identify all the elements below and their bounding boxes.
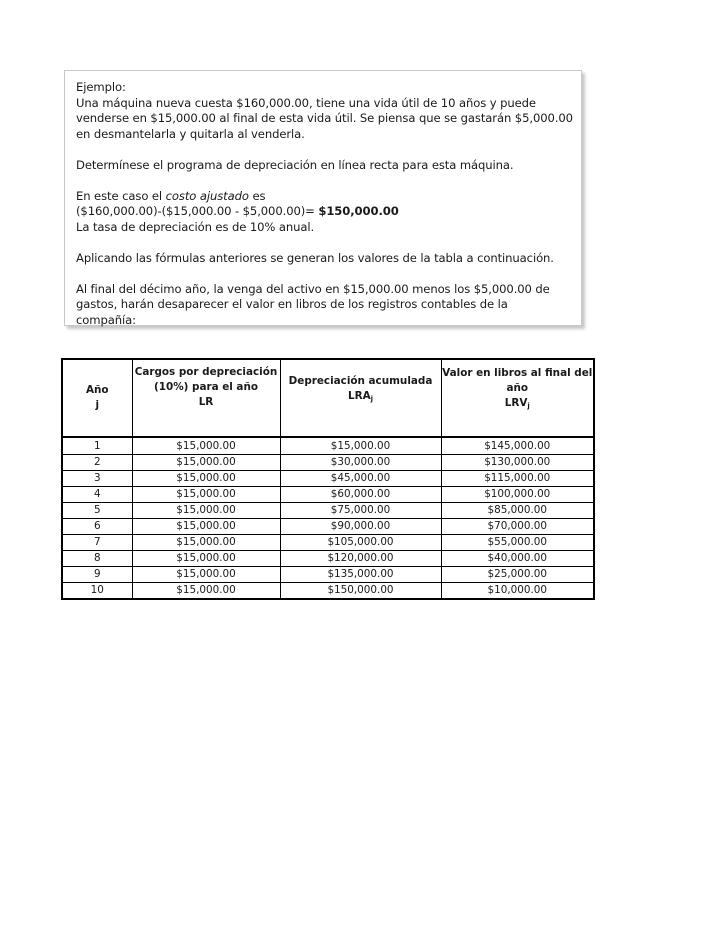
cell-accumulated: $120,000.00	[280, 551, 441, 567]
header-book-subscript: j	[527, 402, 530, 410]
conclusion-line-1: Al final del décimo año, la venga del activo en $15,000.00 menos los $5,000.00 de	[76, 281, 550, 296]
table-row	[62, 535, 594, 551]
cell-charge: $15,000.00	[132, 471, 280, 487]
cell-charge: $15,000.00	[132, 583, 280, 600]
table-row	[62, 551, 594, 567]
example-label: Ejemplo:	[76, 80, 126, 94]
cell-year: 4	[62, 487, 132, 503]
cell-book-value: $130,000.00	[441, 455, 594, 471]
cell-year: 1	[62, 437, 132, 455]
header-book-symbol: LRV	[504, 397, 528, 409]
intro-paragraph-2	[76, 158, 581, 174]
cell-year: 5	[62, 503, 132, 519]
cell-charge: $15,000.00	[132, 567, 280, 583]
header-charge-symbol: LR	[198, 396, 214, 408]
task-statement: Determínese el programa de depreciación en línea recta para esta máquina.	[76, 157, 514, 172]
cell-accumulated: $60,000.00	[280, 487, 441, 503]
conclusion-line-3: compañía:	[76, 312, 136, 327]
cell-charge: $15,000.00	[132, 455, 280, 471]
cell-charge: $15,000.00	[132, 503, 280, 519]
adjusted-cost-term: costo ajustado	[165, 188, 249, 203]
table-row	[62, 503, 594, 519]
cell-charge: $15,000.00	[132, 551, 280, 567]
cell-accumulated: $75,000.00	[280, 503, 441, 519]
table-row	[62, 583, 594, 600]
cell-book-value: $115,000.00	[441, 471, 594, 487]
depreciation-table	[61, 358, 595, 600]
intro-paragraph-5	[76, 282, 581, 329]
table-row	[62, 455, 594, 471]
intro-paragraph-4	[76, 251, 581, 267]
header-accum-label: Depreciación acumulada	[288, 375, 433, 387]
header-charge-line-1: Cargos por depreciación	[134, 366, 278, 378]
formula-text: ($160,000.00)-($15,000.00 - $5,000.00)=	[76, 204, 319, 218]
cell-charge: $15,000.00	[132, 437, 280, 455]
adjusted-cost-line	[76, 189, 581, 205]
cell-year: 10	[62, 583, 132, 600]
cell-book-value: $40,000.00	[441, 551, 594, 567]
intro-paragraph-1	[76, 80, 581, 142]
cell-year: 7	[62, 535, 132, 551]
header-depreciation-charge	[132, 359, 280, 437]
header-book-line-1: Valor en libros al final del	[442, 367, 593, 379]
cell-year: 2	[62, 455, 132, 471]
table-row	[62, 471, 594, 487]
cell-book-value: $100,000.00	[441, 487, 594, 503]
table-row	[62, 567, 594, 583]
problem-line-2: venderse en $15,000.00 al final de esta vida útil. Se piensa que se gastarán $5,000.00	[76, 111, 573, 125]
header-accum-subscript: j	[370, 395, 374, 403]
example-text-box	[64, 70, 582, 326]
cell-charge: $15,000.00	[132, 535, 280, 551]
adjusted-cost-prefix: En este caso el	[76, 188, 166, 203]
cell-accumulated: $30,000.00	[280, 455, 441, 471]
header-book-value	[441, 359, 594, 437]
header-book-line-2: año	[506, 382, 529, 394]
cell-year: 9	[62, 567, 132, 583]
cell-book-value: $85,000.00	[441, 503, 594, 519]
table-body	[62, 437, 594, 599]
table-row	[62, 487, 594, 503]
cell-book-value: $55,000.00	[441, 535, 594, 551]
formulas-note: Aplicando las fórmulas anteriores se generan los valores de la tabla a continuación.	[76, 250, 554, 265]
cell-accumulated: $135,000.00	[280, 567, 441, 583]
cell-year: 3	[62, 471, 132, 487]
header-accumulated-depreciation	[280, 359, 441, 437]
problem-line-3: en desmantelarla y quitarla al venderla.	[76, 126, 305, 141]
adjusted-cost-suffix: es	[248, 188, 266, 203]
table-row	[62, 437, 594, 455]
cell-book-value: $25,000.00	[441, 567, 594, 583]
cell-book-value: $70,000.00	[441, 519, 594, 535]
intro-paragraph-3	[76, 189, 581, 236]
table-row	[62, 519, 594, 535]
cell-book-value: $10,000.00	[441, 583, 594, 600]
adjusted-cost-formula	[76, 204, 581, 220]
table-header-row	[62, 359, 594, 437]
cell-charge: $15,000.00	[132, 487, 280, 503]
problem-line-1: Una máquina nueva cuesta $160,000.00, tiene una vida útil de 10 años y puede	[76, 95, 536, 110]
cell-accumulated: $150,000.00	[280, 583, 441, 600]
header-year	[62, 359, 132, 437]
cell-accumulated: $90,000.00	[280, 519, 441, 535]
cell-accumulated: $105,000.00	[280, 535, 441, 551]
header-year-label: Año	[85, 384, 109, 396]
header-accum-symbol: LRA	[347, 390, 371, 402]
cell-charge: $15,000.00	[132, 519, 280, 535]
cell-book-value: $145,000.00	[441, 437, 594, 455]
cell-accumulated: $15,000.00	[280, 437, 441, 455]
header-year-symbol: j	[95, 399, 100, 411]
header-charge-line-2: (10%) para el año	[154, 381, 258, 393]
formula-result: $150,000.00	[318, 204, 399, 218]
cell-year: 8	[62, 551, 132, 567]
cell-year: 6	[62, 519, 132, 535]
depreciation-rate-line: La tasa de depreciación es de 10% anual.	[76, 219, 315, 234]
cell-accumulated: $45,000.00	[280, 471, 441, 487]
conclusion-line-2: gastos, harán desaparecer el valor en libros de los registros contables de la	[76, 297, 508, 311]
